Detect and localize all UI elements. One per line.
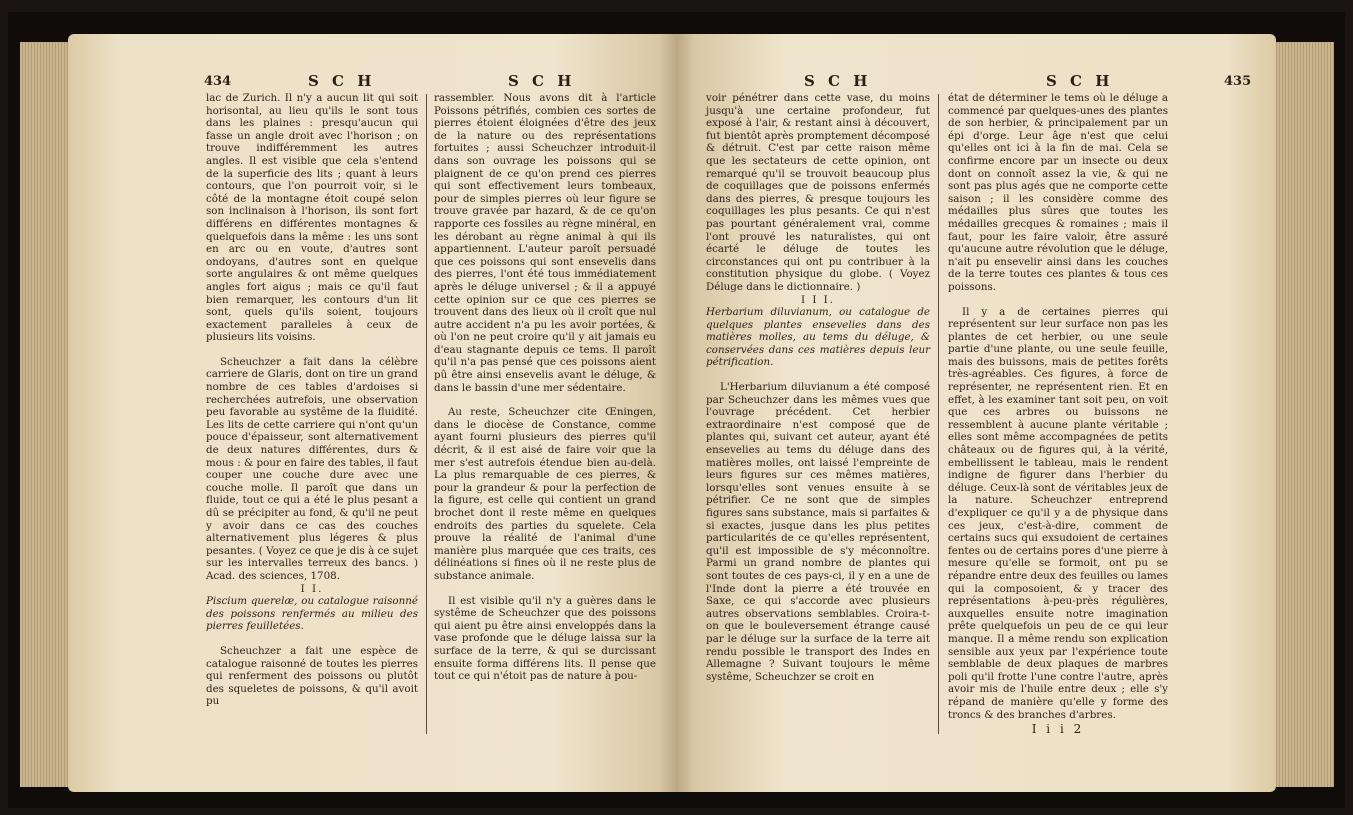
running-head: S C H [804,72,872,90]
section-title: Herbarium diluvianum, ou catalogue de quelques plantes ensevelies dans des matières molles, au tems du déluge, & conservées dans ces matières depuis leur pétrification. [706,306,930,369]
running-head: S C H [1046,72,1114,90]
column-rule [426,94,427,734]
right-page [676,34,1276,792]
paragraph: rassembler. Nous avons dit à l'article Poissons pétrifiés, combien ces sortes de pierres étoient éloignées d'être des jeux de la nature ou des représentations fortuites ; aussi Scheuchzer introduit-il dans son ouvrage les poissons qui se plaignent de ce qu'on prend ces pierres qui sont effectivement leurs tombeaux, pour de simples pierres où leur figure se trouve gravée par hazard, & de ce qu'on rapporte ces fossiles au règne minéral, en les dérobant au règne animal à qui ils appartiennent. L'auteur paroît persuadé que ces poissons qui sont ensevelis dans des pierres, l'ont été tous immédiatement après le déluge universel ; & il a appuyé cette opinion sur ce que ces pierres se trouvent dans des lieux où il croît que nul autre accident n'a pu les avoir portées, & où l'on ne peut croire qu'il y ait jamais eu d'eau stagnante depuis ce tems. Il paroît qu'il n'a pas pensé que ces poissons aient pû être ainsi ensevelis avant le déluge, & dans le bassin d'une mer sédentaire. [434,92,656,394]
page-number: 435 [1224,74,1252,89]
left-page [68,34,678,792]
running-head: S C H [308,72,376,90]
paragraph: L'Herbarium diluvianum a été composé par Scheuchzer dans les mêmes vues que l'ouvrage précédent. Cet herbier extraordinaire n'est composé que de plantes qui, suivant cet auteur, ayant été ensevelies au tems du déluge dans des matières molles, ont laissé l'empreinte de leurs figures sur ces mêmes matières, lorsqu'elles sont venues ensuite à se pétrifier. Ce ne sont que de simples figures sans substance, mais si parfaites & si exactes, jusque dans les plus petites particularités de ce qu'elles représentent, qu'il est impossible de s'y méconnoître. Parmi un grand nombre de plantes qui sont toutes de ces pays-ci, il y en a une de l'Inde dont la pierre a été trouvée en Saxe, ce qui s'accorde avec plusieurs autres observations semblables. Croira-t-on que le bouleversement étrange causé par le déluge sur la surface de la terre ait rendu possible le transport des Indes en Allemagne ? Suivant toujours le même systême, Scheuchzer se croit en [706,381,930,683]
section-title: Piscium querelæ, ou catalogue raisonné des poissons renfermés au milieu des pierres feuilletées. [206,595,418,633]
text-column-right [948,92,1168,736]
paragraph: Scheuchzer a fait une espèce de catalogue raisonné de toutes les pierres qui renferment des poissons ou plutôt des squeletes de poissons, & qu'il avoit pu [206,644,418,708]
signature-mark: I i i 2 [1031,722,1085,737]
paragraph: Il y a de certaines pierres qui représentent sur leur surface non pas les plantes de cet herbier, ou une seule partie d'une plante, ou une seule feuille, mais des buissons, mais de petites forêts très-agréables. Ces figures, à force de représenter, ne représentent rien. Et en effet, à les examiner tant soit peu, on voit que ces arbres ou buissons ne ressemblent à aucune plante véritable ; elles sont même accompagnées de petits châteaux ou de figures qui, à la vérité, embellissent le tableau, mais le rendent indigne de figurer dans l'herbier du déluge. Ceux-là sont de véritables jeux de la nature. Scheuchzer entreprend d'expliquer ce qu'il y a de physique dans ces jeux, c'est-à-dire, comment de certains sucs qui exsudoient de certaines fentes ou de certains pores d'une pierre à mesure qu'elle se formoit, ont pu se répandre entre deux des feuilles ou lames qui la composoient, & y tracer des représentations à-peu-près régulières, auxquelles ensuite notre imagination prête quelquefois un peu de ce qui leur manque. Il a même rendu son explication sensible aux yeux par l'expérience toute semblable de deux plaques de marbres poli qu'il frotte l'une contre l'autre, après avoir mis de l'huile entre deux ; elle s'y répand de manière qu'elle y forme des troncs & des branches d'arbres. [948,305,1168,721]
paragraph: Au reste, Scheuchzer cite Œningen, dans le diocèse de Constance, comme ayant fourni plusieurs des pierres qu'il décrit, & il est aisé de faire voir que la mer s'est autrefois étendue bien au-delà. La plus remarquable de ces pierres, & pour la grandeur & pour la perfection de la figure, est celle qui contient un grand brochet dont il reste même en quelques endroits des parties du squelete. Cela prouve la réalité de l'animal d'une manière plus marquée que ces traits, ces délinéations si fines où il ne reste plus de substance animale. [434,406,656,582]
book [8,12,1345,808]
text-column-left [206,92,418,708]
section-number: I I. [300,582,324,595]
page-edges-left [20,42,68,787]
running-head: S C H [508,72,576,90]
paragraph: Il est visible qu'il n'y a guères dans le systême de Scheuchzer que des poissons qui aient pu être ainsi enveloppés dans la vase profonde que le déluge laissa sur la surface de la terre, & qui se durcissant ensuite forma différens lits. Il pense que tout ce qui n'étoit pas de nature à pou- [434,594,656,683]
paragraph: Scheuchzer a fait dans la célèbre carriere de Glaris, dont on tire un grand nombre de ces tables d'ardoises si recherchées autrefois, une observation peu favorable au systême de la fluidité. Les lits de cette carriere qui n'ont qu'un pouce d'épaisseur, sont alternativement de deux natures différentes, durs & mous : & pour en faire des tables, il faut couper une couche dure avec une couche molle. Il paroît que dans un fluide, tout ce qui a été le plus pesant a dû se précipiter au fond, & qu'il ne peut y avoir dans ce cas des couches alternativement plus légeres & plus pesantes. ( Voyez ce que je dis à ce sujet sur les intervalles terreux des bancs. ) Acad. des sciences, 1708. [206,355,419,582]
page-edges-right [1276,42,1334,787]
column-rule [938,94,939,734]
page-number: 434 [204,74,232,89]
paragraph: lac de Zurich. Il n'y a aucun lit qui soit horisontal, au lieu qu'ils le sont tous dans les plaines : presqu'aucun qui fasse un angle droit avec l'horison ; on trouve indifféremment les autres angles. Il est visible que cela s'entend de la superficie des lits ; quant à leurs contours, que l'on pourroit voir, si le côté de la montagne étoit coupé selon son inclinaison à l'horison, ils sont fort différens en différentes montagnes & quelquefois dans la même : les uns sont en arc ou en voute, d'autres sont ondoyans, d'autres sont en quelque sorte angulaires & ont même quelques angles fort aigus ; mais ce qu'il faut bien remarquer, les contours d'un lit sont, quels qu'ils soient, toujours exactement paralleles à ceux de plusieurs lits voisins. [206,92,418,344]
text-column-left [706,92,930,683]
section-number: I I I. [800,293,836,306]
paragraph: état de déterminer le tems où le déluge a commencé par quelques-unes des plantes de son herbier, & principalement par un épi d'orge. Leur âge n'est que celui qu'elles ont ici à la fin de mai. Cela se confirme encore par un insecte ou deux dont on connoît assez la vie, & qui ne sont pas plus agés que ne comporte cette saison ; il les considère comme des médailles plus sûres que toutes les médailles grecques & romaines ; mais il faut, pour les faire valoir, être assuré qu'aucune autre révolution que le déluge, n'ait pu ensevelir ainsi dans les couches de la terre toutes ces plantes & tous ces poissons. [948,92,1168,293]
paragraph: voir pénétrer dans cette vase, du moins jusqu'à une certaine profondeur, fut exposé à l'air, & restant ainsi à découvert, fut bientôt après promptement décomposé & détruit. C'est par cette raison même que les sectateurs de cette opinion, ont remarqué qu'il se trouvoit beaucoup plus de coquillages que de poissons enfermés dans des pierres, & presque toujours les coquillages les plus pesants. Ce qui n'est pas pourtant généralement vrai, comme l'ont prouvé les naturalistes, qui ont écarté le déluge de toutes les circonstances qui ont pu contribuer à la constitution physique du globe. ( Voyez Déluge dans le dictionnaire. ) [706,92,930,293]
text-column-right [434,92,656,683]
